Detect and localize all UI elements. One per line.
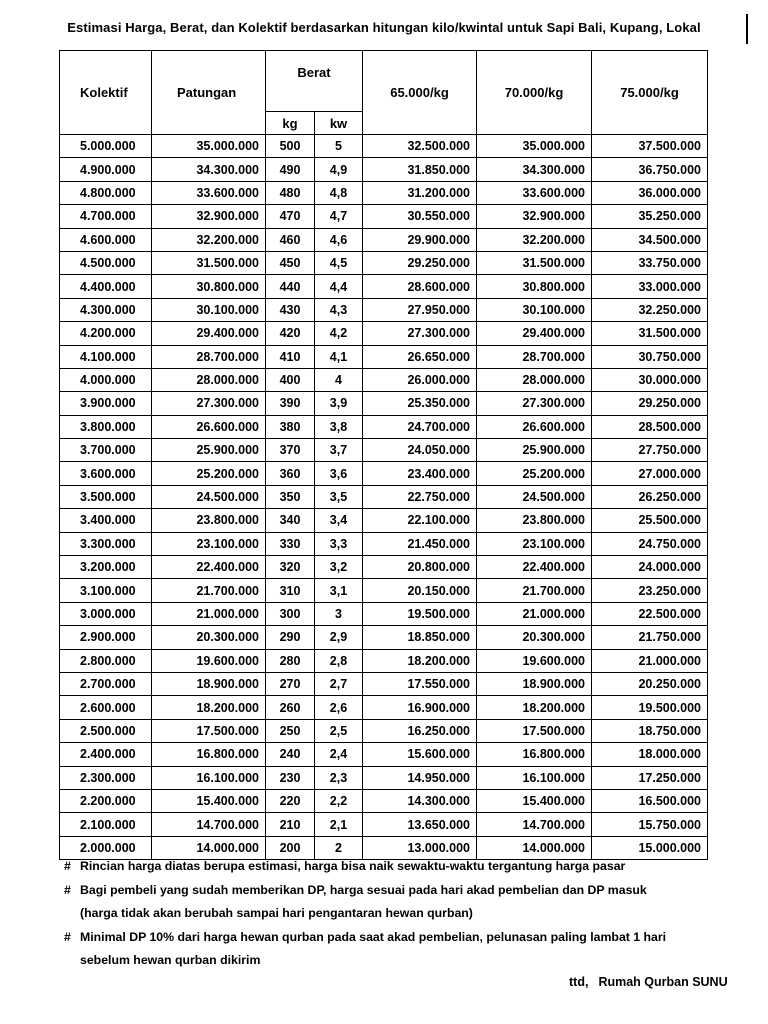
header-kg: kg (266, 112, 315, 135)
cell-patungan: 21.700.000 (152, 579, 266, 602)
cell-kg: 230 (266, 766, 315, 789)
header-row (60, 51, 708, 112)
cell-patungan: 35.000.000 (152, 135, 266, 158)
cell-price-65000: 14.950.000 (363, 766, 477, 789)
cell-patungan: 25.900.000 (152, 439, 266, 462)
table-row (60, 672, 708, 695)
cell-kw: 3,2 (315, 556, 363, 579)
cell-price-65000: 13.650.000 (363, 813, 477, 836)
cell-kolektif: 4.000.000 (60, 368, 152, 391)
note-text: Minimal DP 10% dari harga hewan qurban pada saat akad pembelian, pelunasan paling lambat 1 hari (80, 929, 667, 944)
cell-kolektif: 3.700.000 (60, 439, 152, 462)
cell-price-75000: 24.750.000 (592, 532, 708, 555)
table-row (60, 602, 708, 625)
cell-patungan: 18.900.000 (152, 672, 266, 695)
cell-price-75000: 28.500.000 (592, 415, 708, 438)
cell-patungan: 23.100.000 (152, 532, 266, 555)
cell-kolektif: 3.200.000 (60, 556, 152, 579)
cell-kw: 2,6 (315, 696, 363, 719)
note-text: Rincian harga diatas berupa estimasi, harga bisa naik sewaktu-waktu tergantung harga pasar (80, 859, 626, 873)
cell-kg: 300 (266, 602, 315, 625)
cell-patungan: 32.200.000 (152, 228, 266, 251)
cell-price-65000: 32.500.000 (363, 135, 477, 158)
cell-price-70000: 27.300.000 (477, 392, 592, 415)
cell-kg: 350 (266, 485, 315, 508)
cell-kw: 2,5 (315, 719, 363, 742)
header-patungan: Patungan (152, 51, 266, 135)
notes-section (64, 855, 744, 973)
cell-kg: 430 (266, 298, 315, 321)
cell-kg: 390 (266, 392, 315, 415)
cell-price-65000: 28.600.000 (363, 275, 477, 298)
cell-patungan: 29.400.000 (152, 322, 266, 345)
cell-price-70000: 22.400.000 (477, 556, 592, 579)
cell-kg: 270 (266, 672, 315, 695)
cell-patungan: 31.500.000 (152, 251, 266, 274)
cell-price-65000: 23.400.000 (363, 462, 477, 485)
cell-price-70000: 24.500.000 (477, 485, 592, 508)
cell-kg: 310 (266, 579, 315, 602)
table-row (60, 789, 708, 812)
cell-price-75000: 30.750.000 (592, 345, 708, 368)
cell-price-75000: 33.000.000 (592, 275, 708, 298)
table-row (60, 696, 708, 719)
cell-patungan: 18.200.000 (152, 696, 266, 719)
table-row (60, 298, 708, 321)
cell-price-70000: 26.600.000 (477, 415, 592, 438)
cell-kg: 480 (266, 181, 315, 204)
note-continuation: (harga tidak akan berubah sampai hari pengantaran hewan qurban) (80, 906, 473, 921)
cell-price-70000: 28.700.000 (477, 345, 592, 368)
cell-patungan: 32.900.000 (152, 205, 266, 228)
cell-kg: 280 (266, 649, 315, 672)
cell-price-70000: 33.600.000 (477, 181, 592, 204)
cell-price-70000: 32.200.000 (477, 228, 592, 251)
cell-price-65000: 31.200.000 (363, 181, 477, 204)
cell-price-65000: 18.850.000 (363, 626, 477, 649)
cell-price-65000: 16.250.000 (363, 719, 477, 742)
note-bullet: # (64, 882, 71, 897)
cell-kg: 360 (266, 462, 315, 485)
cell-price-75000: 34.500.000 (592, 228, 708, 251)
table-row (60, 158, 708, 181)
cell-price-70000: 30.100.000 (477, 298, 592, 321)
table-row (60, 368, 708, 391)
cell-kolektif: 2.900.000 (60, 626, 152, 649)
table-row (60, 228, 708, 251)
cell-patungan: 27.300.000 (152, 392, 266, 415)
cell-price-75000: 22.500.000 (592, 602, 708, 625)
cell-price-70000: 35.000.000 (477, 135, 592, 158)
cell-kg: 490 (266, 158, 315, 181)
cell-price-65000: 13.000.000 (363, 836, 477, 859)
cell-patungan: 28.700.000 (152, 345, 266, 368)
cell-kolektif: 3.800.000 (60, 415, 152, 438)
cell-patungan: 30.100.000 (152, 298, 266, 321)
cell-price-75000: 19.500.000 (592, 696, 708, 719)
cell-kw: 3,7 (315, 439, 363, 462)
cell-kw: 4,2 (315, 322, 363, 345)
signature-name: Rumah Qurban SUNU (598, 975, 728, 989)
cell-price-75000: 15.750.000 (592, 813, 708, 836)
cell-kolektif: 2.300.000 (60, 766, 152, 789)
cell-kw: 4,1 (315, 345, 363, 368)
cell-kw: 3,3 (315, 532, 363, 555)
cell-kg: 340 (266, 509, 315, 532)
cell-kg: 400 (266, 368, 315, 391)
cell-kolektif: 3.500.000 (60, 485, 152, 508)
cell-patungan: 24.500.000 (152, 485, 266, 508)
cell-price-75000: 32.250.000 (592, 298, 708, 321)
cell-kolektif: 2.100.000 (60, 813, 152, 836)
signature (569, 975, 728, 989)
cell-price-75000: 15.000.000 (592, 836, 708, 859)
header-kw: kw (315, 112, 363, 135)
cell-kg: 380 (266, 415, 315, 438)
cell-kolektif: 2.700.000 (60, 672, 152, 695)
table-row (60, 251, 708, 274)
cell-price-70000: 29.400.000 (477, 322, 592, 345)
cell-price-65000: 29.900.000 (363, 228, 477, 251)
table-row (60, 415, 708, 438)
cell-price-75000: 21.000.000 (592, 649, 708, 672)
cell-kw: 2,7 (315, 672, 363, 695)
cell-kw: 3,9 (315, 392, 363, 415)
cell-price-75000: 36.750.000 (592, 158, 708, 181)
cell-price-70000: 19.600.000 (477, 649, 592, 672)
table-row (60, 813, 708, 836)
cell-price-70000: 34.300.000 (477, 158, 592, 181)
note-item (64, 926, 744, 950)
cell-kw: 5 (315, 135, 363, 158)
cell-patungan: 33.600.000 (152, 181, 266, 204)
cell-price-75000: 29.250.000 (592, 392, 708, 415)
cell-price-70000: 32.900.000 (477, 205, 592, 228)
cell-patungan: 30.800.000 (152, 275, 266, 298)
table-row (60, 485, 708, 508)
cell-kw: 2,2 (315, 789, 363, 812)
signature-ttd: ttd, (569, 975, 589, 989)
table-row (60, 275, 708, 298)
cell-price-65000: 18.200.000 (363, 649, 477, 672)
cell-kg: 440 (266, 275, 315, 298)
cell-price-75000: 27.000.000 (592, 462, 708, 485)
cell-kw: 4,7 (315, 205, 363, 228)
cell-price-70000: 30.800.000 (477, 275, 592, 298)
cell-price-65000: 24.050.000 (363, 439, 477, 462)
cell-price-70000: 23.100.000 (477, 532, 592, 555)
note-item (64, 855, 744, 879)
table-row (60, 509, 708, 532)
cell-price-75000: 24.000.000 (592, 556, 708, 579)
cell-price-70000: 16.100.000 (477, 766, 592, 789)
cell-price-65000: 31.850.000 (363, 158, 477, 181)
cell-kolektif: 3.100.000 (60, 579, 152, 602)
note-item (64, 879, 744, 903)
cell-kw: 2,3 (315, 766, 363, 789)
cell-price-65000: 19.500.000 (363, 602, 477, 625)
cell-price-65000: 29.250.000 (363, 251, 477, 274)
cell-patungan: 16.100.000 (152, 766, 266, 789)
cell-kw: 3 (315, 602, 363, 625)
cell-patungan: 22.400.000 (152, 556, 266, 579)
cell-price-65000: 20.800.000 (363, 556, 477, 579)
table-row (60, 626, 708, 649)
table-row (60, 392, 708, 415)
cell-kw: 4 (315, 368, 363, 391)
cell-price-65000: 26.000.000 (363, 368, 477, 391)
cell-price-75000: 36.000.000 (592, 181, 708, 204)
cell-price-65000: 27.950.000 (363, 298, 477, 321)
cell-kg: 330 (266, 532, 315, 555)
cell-price-75000: 26.250.000 (592, 485, 708, 508)
cell-kolektif: 2.800.000 (60, 649, 152, 672)
cell-kolektif: 3.300.000 (60, 532, 152, 555)
cell-kg: 260 (266, 696, 315, 719)
cell-kw: 3,8 (315, 415, 363, 438)
cell-price-70000: 21.700.000 (477, 579, 592, 602)
cell-price-65000: 16.900.000 (363, 696, 477, 719)
cell-kw: 4,6 (315, 228, 363, 251)
cell-price-75000: 27.750.000 (592, 439, 708, 462)
cell-kw: 4,8 (315, 181, 363, 204)
cell-kolektif: 4.700.000 (60, 205, 152, 228)
cell-kolektif: 2.600.000 (60, 696, 152, 719)
cell-kg: 410 (266, 345, 315, 368)
cell-kw: 2,9 (315, 626, 363, 649)
table-row (60, 181, 708, 204)
cell-patungan: 15.400.000 (152, 789, 266, 812)
cell-patungan: 25.200.000 (152, 462, 266, 485)
table-body (60, 135, 708, 860)
note-bullet: # (64, 859, 71, 873)
header-berat: Berat (266, 51, 363, 112)
cell-kw: 2,1 (315, 813, 363, 836)
cell-kolektif: 4.800.000 (60, 181, 152, 204)
table-row (60, 579, 708, 602)
cell-price-70000: 21.000.000 (477, 602, 592, 625)
header-price-70000: 70.000/kg (477, 51, 592, 135)
cell-patungan: 14.700.000 (152, 813, 266, 836)
cell-price-70000: 28.000.000 (477, 368, 592, 391)
cell-price-70000: 14.000.000 (477, 836, 592, 859)
cell-price-75000: 33.750.000 (592, 251, 708, 274)
note-bullet: # (64, 929, 71, 944)
cell-price-65000: 22.100.000 (363, 509, 477, 532)
header-price-65000: 65.000/kg (363, 51, 477, 135)
cell-patungan: 19.600.000 (152, 649, 266, 672)
cell-price-70000: 17.500.000 (477, 719, 592, 742)
cell-kw: 4,5 (315, 251, 363, 274)
table-row (60, 345, 708, 368)
cell-patungan: 26.600.000 (152, 415, 266, 438)
cell-price-75000: 25.500.000 (592, 509, 708, 532)
cell-patungan: 20.300.000 (152, 626, 266, 649)
cell-kolektif: 4.300.000 (60, 298, 152, 321)
cell-kolektif: 4.200.000 (60, 322, 152, 345)
cell-kw: 3,1 (315, 579, 363, 602)
table-row (60, 205, 708, 228)
cell-price-70000: 18.200.000 (477, 696, 592, 719)
cell-kg: 250 (266, 719, 315, 742)
cell-price-70000: 31.500.000 (477, 251, 592, 274)
cell-price-75000: 21.750.000 (592, 626, 708, 649)
cell-price-70000: 15.400.000 (477, 789, 592, 812)
table-row (60, 649, 708, 672)
cell-kw: 4,4 (315, 275, 363, 298)
cell-kw: 2,8 (315, 649, 363, 672)
cell-kg: 370 (266, 439, 315, 462)
cell-price-70000: 23.800.000 (477, 509, 592, 532)
cell-patungan: 28.000.000 (152, 368, 266, 391)
cell-price-70000: 18.900.000 (477, 672, 592, 695)
cell-kg: 320 (266, 556, 315, 579)
table-row (60, 556, 708, 579)
note-continuation: sebelum hewan qurban dikirim (80, 953, 261, 968)
cell-price-70000: 14.700.000 (477, 813, 592, 836)
cell-kg: 200 (266, 836, 315, 859)
page-title: Estimasi Harga, Berat, dan Kolektif berdasarkan hitungan kilo/kwintal untuk Sapi Bali, Kupang, Lokal (67, 20, 701, 35)
cell-kolektif: 4.900.000 (60, 158, 152, 181)
cell-patungan: 34.300.000 (152, 158, 266, 181)
cell-kolektif: 4.400.000 (60, 275, 152, 298)
edge-mark (746, 14, 748, 44)
cell-price-75000: 23.250.000 (592, 579, 708, 602)
table-row (60, 766, 708, 789)
table-row (60, 135, 708, 158)
cell-kg: 450 (266, 251, 315, 274)
cell-price-65000: 21.450.000 (363, 532, 477, 555)
cell-price-75000: 31.500.000 (592, 322, 708, 345)
cell-price-65000: 30.550.000 (363, 205, 477, 228)
table-row (60, 532, 708, 555)
cell-kolektif: 3.000.000 (60, 602, 152, 625)
cell-price-65000: 22.750.000 (363, 485, 477, 508)
cell-kolektif: 2.200.000 (60, 789, 152, 812)
table-row (60, 462, 708, 485)
cell-kw: 4,3 (315, 298, 363, 321)
cell-price-70000: 16.800.000 (477, 743, 592, 766)
header-kolektif: Kolektif (60, 51, 152, 135)
cell-kg: 240 (266, 743, 315, 766)
cell-price-65000: 25.350.000 (363, 392, 477, 415)
cell-kw: 4,9 (315, 158, 363, 181)
price-table (59, 50, 708, 860)
cell-price-70000: 20.300.000 (477, 626, 592, 649)
cell-price-75000: 20.250.000 (592, 672, 708, 695)
cell-kolektif: 2.400.000 (60, 743, 152, 766)
table-row (60, 439, 708, 462)
cell-kolektif: 3.400.000 (60, 509, 152, 532)
note-text: Bagi pembeli yang sudah memberikan DP, harga sesuai pada hari akad pembelian dan DP masuk (80, 882, 647, 897)
cell-kg: 220 (266, 789, 315, 812)
cell-kg: 290 (266, 626, 315, 649)
cell-price-70000: 25.200.000 (477, 462, 592, 485)
cell-kolektif: 5.000.000 (60, 135, 152, 158)
cell-price-75000: 30.000.000 (592, 368, 708, 391)
cell-kw: 2 (315, 836, 363, 859)
cell-kg: 460 (266, 228, 315, 251)
cell-kolektif: 3.900.000 (60, 392, 152, 415)
cell-price-75000: 18.000.000 (592, 743, 708, 766)
table-row (60, 719, 708, 742)
cell-patungan: 23.800.000 (152, 509, 266, 532)
cell-kw: 2,4 (315, 743, 363, 766)
cell-kg: 210 (266, 813, 315, 836)
cell-kw: 3,6 (315, 462, 363, 485)
table-row (60, 322, 708, 345)
cell-price-75000: 35.250.000 (592, 205, 708, 228)
cell-price-65000: 26.650.000 (363, 345, 477, 368)
cell-kolektif: 2.500.000 (60, 719, 152, 742)
table-row (60, 743, 708, 766)
cell-price-75000: 37.500.000 (592, 135, 708, 158)
cell-price-75000: 17.250.000 (592, 766, 708, 789)
cell-price-75000: 16.500.000 (592, 789, 708, 812)
cell-price-65000: 15.600.000 (363, 743, 477, 766)
cell-kw: 3,5 (315, 485, 363, 508)
cell-kg: 470 (266, 205, 315, 228)
cell-price-65000: 17.550.000 (363, 672, 477, 695)
cell-kolektif: 4.100.000 (60, 345, 152, 368)
cell-kg: 500 (266, 135, 315, 158)
cell-price-70000: 25.900.000 (477, 439, 592, 462)
cell-price-75000: 18.750.000 (592, 719, 708, 742)
cell-kolektif: 3.600.000 (60, 462, 152, 485)
cell-kw: 3,4 (315, 509, 363, 532)
header-price-75000: 75.000/kg (592, 51, 708, 135)
cell-price-65000: 27.300.000 (363, 322, 477, 345)
cell-kolektif: 4.600.000 (60, 228, 152, 251)
cell-kolektif: 2.000.000 (60, 836, 152, 859)
cell-price-65000: 24.700.000 (363, 415, 477, 438)
cell-patungan: 14.000.000 (152, 836, 266, 859)
cell-patungan: 16.800.000 (152, 743, 266, 766)
cell-kg: 420 (266, 322, 315, 345)
cell-patungan: 17.500.000 (152, 719, 266, 742)
cell-kolektif: 4.500.000 (60, 251, 152, 274)
cell-price-65000: 14.300.000 (363, 789, 477, 812)
cell-patungan: 21.000.000 (152, 602, 266, 625)
cell-price-65000: 20.150.000 (363, 579, 477, 602)
